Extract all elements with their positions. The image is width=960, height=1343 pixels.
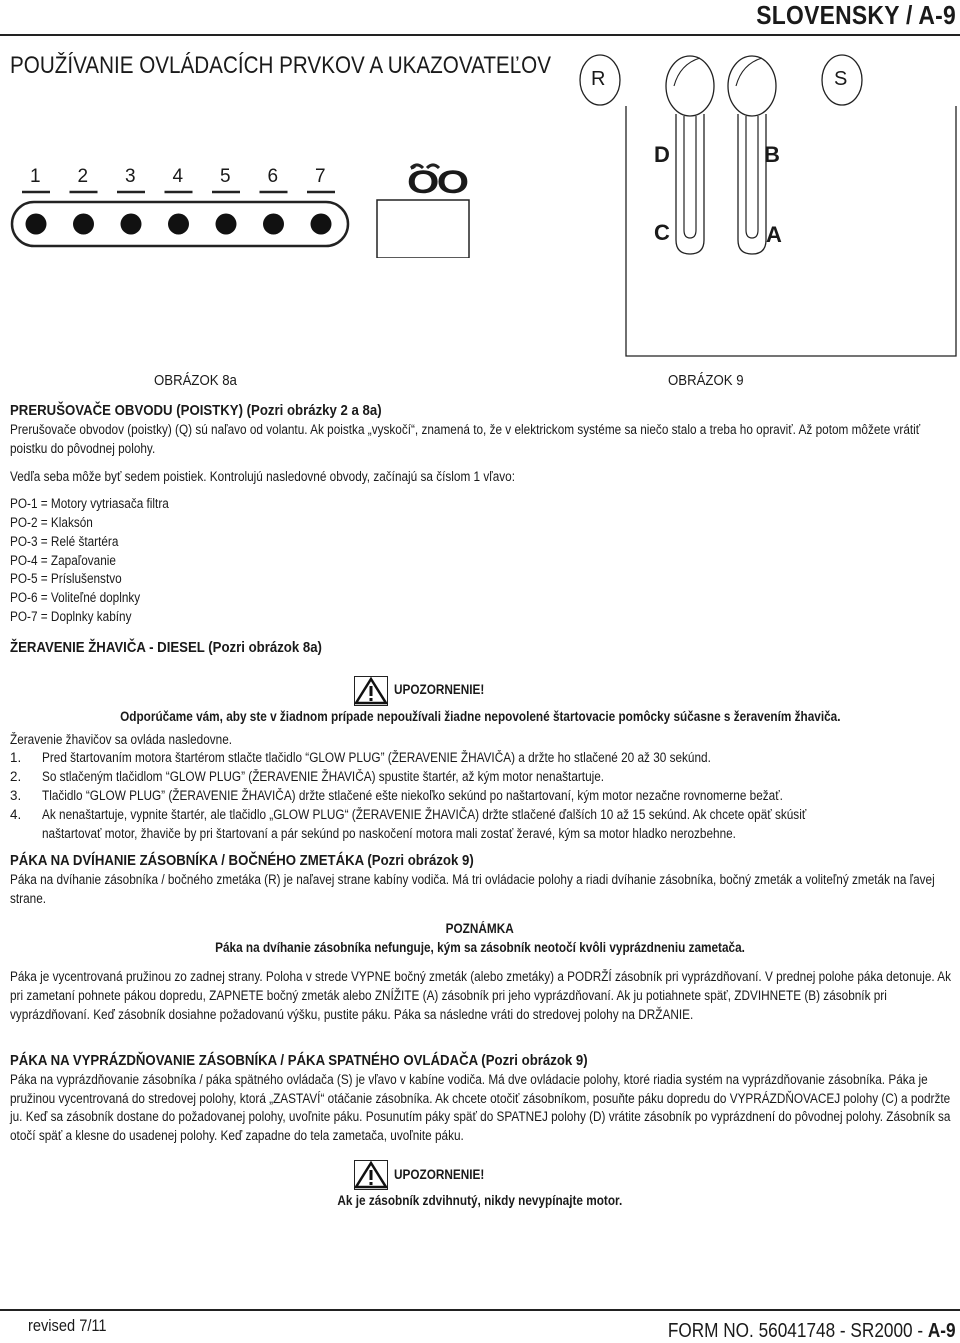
lift-paragraph-2: Páka je vycentrovaná pružinou zo zadnej strany. Poloha v strede VYPNE bočný zmeták (alebo zmetáky) a PODRŽÍ zásobník pri vyprázdňovaní. V prednej polohe páka detonuje. Ak pri zametaní pohnete pákou dopredu, ZAPNETE bočný zmeták alebo ZNÍŽITE (A) zásobník pri jeho vyprázdňovaní. Ak ju potiahnete späť, ZDVIHNETE (B) zásobník pri vyprázdňovaní. Keď zásobník dosiahne požadovanú výšku, pustite páku. Páka sa následne vráti do stredovej polohy na DRŽANIE. bbox=[10, 968, 952, 1022]
form-number: FORM NO. 56041748 - SR2000 - A-9 bbox=[668, 1320, 956, 1342]
glow-warning-title: UPOZORNENIE! bbox=[0, 676, 950, 706]
circuit-breakers-heading: PRERUŠOVAČE OBVODU (POISTKY) (Pozri obrázky 2 a 8a) bbox=[10, 402, 382, 419]
lever-r-label: R bbox=[591, 68, 606, 90]
fuse-number: 6 bbox=[267, 166, 279, 187]
dump-lever-heading: PÁKA NA VYPRÁZDŇOVANIE ZÁSOBNÍKA / PÁKA SPATNÉHO OVLÁDAČA (Pozri obrázok 9) bbox=[10, 1052, 588, 1069]
dump-lever-section bbox=[10, 1052, 950, 1211]
fuse-number: 4 bbox=[172, 166, 184, 187]
glow-plug-heading: ŽERAVENIE ŽHAVIČA - DIESEL (Pozri obrázok 8a) bbox=[10, 639, 322, 656]
lift-lever-section bbox=[10, 852, 950, 1024]
lift-note-text: Páka na dvíhanie zásobníka nefunguje, kým sa zásobník neotočí kvôli vyprázdneniu zametača. bbox=[215, 940, 745, 956]
fuse-number: 2 bbox=[77, 166, 89, 187]
dump-warning-text: Ak je zásobník zdvihnutý, nikdy nevypínajte motor. bbox=[337, 1192, 623, 1208]
warning-triangle-icon bbox=[354, 676, 388, 706]
header-rule bbox=[0, 34, 960, 36]
circuit-paragraph-2: Vedľa seba môže byť sedem poistiek. Kontrolujú nasledovné obvody, začínajú sa číslom 1 vľavo: bbox=[10, 469, 515, 485]
footer-rule bbox=[0, 1309, 960, 1311]
fuse-button[interactable] bbox=[216, 214, 237, 235]
page-title: POUŽÍVANIE OVLÁDACÍCH PRVKOV A UKAZOVATEĽOV bbox=[10, 52, 551, 79]
glow-intro: Žeravenie žhavičov sa ovláda nasledovne. bbox=[10, 731, 233, 747]
fuse-list-item: PO-3 = Relé štartéra bbox=[10, 533, 119, 549]
section-header: SLOVENSKY / A-9 bbox=[756, 0, 956, 30]
figure-8a-caption: OBRÁZOK 8a bbox=[154, 372, 237, 389]
step-number: 3. bbox=[10, 787, 22, 803]
step-text: Pred štartovaním motora štartérom stlačte tlačidlo “GLOW PLUG” (ŽERAVENIE ŽHAVIČA) a držte ho stlačené 20 až 30 sekúnd. bbox=[42, 750, 711, 766]
fuse-number: 3 bbox=[125, 166, 136, 187]
fuse-button[interactable] bbox=[26, 214, 47, 235]
position-b-label: B bbox=[764, 142, 780, 167]
figure-9-caption: OBRÁZOK 9 bbox=[668, 372, 744, 389]
lever-console-drawing bbox=[578, 44, 958, 364]
glow-plug-symbol: OO bbox=[407, 164, 467, 200]
circuit-breakers-section bbox=[10, 402, 950, 627]
fuse-list-item: PO-6 = Voliteľné doplnky bbox=[10, 590, 141, 606]
glow-step bbox=[10, 768, 950, 787]
fuse-list-item: PO-5 = Príslušenstvo bbox=[10, 571, 122, 587]
revision-note: revised 7/11 bbox=[28, 1316, 107, 1335]
figure-8a bbox=[10, 158, 380, 258]
step-text: Ak nenaštartuje, vypnite štartér, ale tlačidlo „GLOW PLUG“ (ŽERAVENIE ŽHAVIČA) držte stlačené ďalších 10 až 15 sekúnd. Ak chcete opäť skúsiť naštartovať motor, žhaviče by pri štartovaní a pár sekúnd po naskočení motora mali zostať žeravé, kým sa motor hladko nerozbehne. bbox=[42, 806, 807, 841]
step-number: 2. bbox=[10, 769, 22, 785]
glow-plug-indicator bbox=[375, 158, 471, 258]
fuse-number: 1 bbox=[30, 166, 41, 187]
glow-steps-list bbox=[10, 749, 950, 843]
glow-warning-text: Odporúčame vám, aby ste v žiadnom prípade nepoužívali žiadne nepovolené štartovacie pomôcky súčasne s žeravením žhaviča. bbox=[119, 708, 841, 724]
circuit-paragraph-1: Prerušovače obvodov (poistky) (Q) sú naľavo od volantu. Ak poistka „vyskočí“, znamená to, že v elektrickom systéme sa niečo stalo a treba ho opraviť. Až potom môžete vrátiť poistku do pôvodnej polohy. bbox=[10, 421, 921, 456]
figure-9 bbox=[578, 44, 958, 364]
fuse-list-item: PO-7 = Doplnky kabíny bbox=[10, 608, 132, 624]
glow-plug-section bbox=[10, 639, 950, 843]
fuse-button[interactable] bbox=[311, 214, 332, 235]
step-text: So stlačeným tlačidlom “GLOW PLUG” (ŽERAVENIE ŽHAVIČA) spustite štartér, až kým motor nenaštartuje. bbox=[42, 769, 605, 785]
lift-paragraph-1: Páka na dvíhanie zásobníka / bočného zmetáka (R) je naľavej strane kabíny vodiča. Má tri ovládacie polohy a riadi dvíhanie zásobníka, bočný zmeták a voliteľný zmeták na ľavej strane. bbox=[10, 871, 935, 906]
glow-step bbox=[10, 787, 950, 806]
fuse-button[interactable] bbox=[168, 214, 189, 235]
position-a-label: A bbox=[766, 222, 782, 247]
fuse-panel-drawing bbox=[10, 158, 370, 258]
fuse-list bbox=[10, 495, 950, 627]
fuse-list-item: PO-1 = Motory vytriasača filtra bbox=[10, 496, 169, 512]
fuse-list-item: PO-2 = Klaksón bbox=[10, 514, 93, 530]
step-number: 4. bbox=[10, 806, 22, 822]
step-number: 1. bbox=[10, 750, 22, 766]
dump-warning-title: UPOZORNENIE! bbox=[0, 1160, 950, 1190]
glow-step bbox=[10, 749, 950, 768]
fuse-number: 5 bbox=[220, 166, 231, 187]
lever-s-label: S bbox=[834, 68, 848, 90]
fuse-button[interactable] bbox=[73, 214, 94, 235]
position-d-label: D bbox=[654, 142, 670, 167]
lift-note-title: POZNÁMKA bbox=[445, 921, 515, 937]
glow-step bbox=[10, 806, 950, 844]
fuse-list-item: PO-4 = Zapaľovanie bbox=[10, 552, 116, 568]
fuse-button[interactable] bbox=[121, 214, 142, 235]
lift-lever-heading: PÁKA NA DVÍHANIE ZÁSOBNÍKA / BOČNÉHO ZMETÁKA (Pozri obrázok 9) bbox=[10, 852, 474, 869]
step-text: Tlačidlo “GLOW PLUG” (ŽERAVENIE ŽHAVIČA) držte stlačené ešte niekoľko sekúnd po naštartovaní, kým motor nezačne rovnomerne bežať. bbox=[42, 787, 783, 803]
dump-paragraph-1: Páka na vyprázdňovanie zásobníka / páka spätného ovládača (S) je vľavo v kabíne vodiča. Má dve ovládacie polohy, ktoré riadia systém na vyprázdňovanie zásobníka. Páka je pružinou vycentrovaná do stredovej polohy, ktorá „ZASTAVÍ“ otáčanie zásobníka. Ak chcete otočiť zásobníkom, posuňte páku dopredu do VYPRÁZDŇOVACEJ polohy (C) a podržte ju. Keď sa zásobník dostane do požadovanej polohy, uvoľnite páku. Posunutím páky späť do SPATNEJ polohy (D) vrátite zásobník po vyprázdnení do pôvodnej polohy. Zásobník sa otočí späť a klesne do usadenej polohy. Keď zapadne do tela zametača, uvoľnite páku. bbox=[10, 1071, 951, 1144]
warning-triangle-icon bbox=[354, 1160, 388, 1190]
fuse-button[interactable] bbox=[263, 214, 284, 235]
position-c-label: C bbox=[654, 220, 670, 245]
fuse-number: 7 bbox=[315, 166, 326, 187]
